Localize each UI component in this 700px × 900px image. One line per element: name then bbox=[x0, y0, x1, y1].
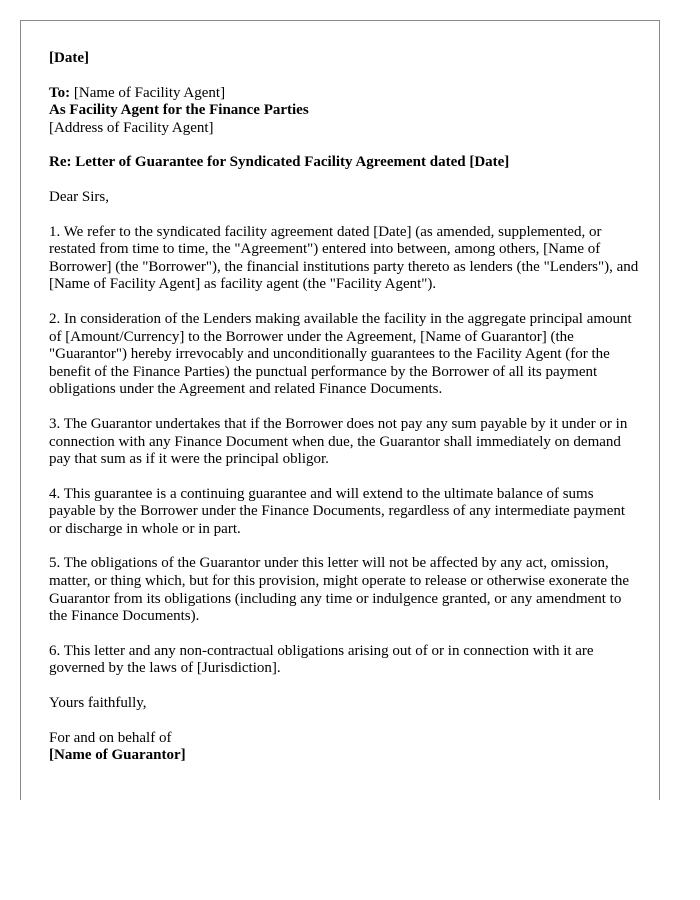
letter-body bbox=[49, 50, 641, 765]
salutation: Dear Sirs, bbox=[49, 188, 109, 205]
clause-6: 6. This letter and any non-contractual obligations arising out of or in connection with it are governed by the laws of [Jurisdiction]. bbox=[49, 642, 594, 677]
clause-4: 4. This guarantee is a continuing guarantee and will extend to the ultimate balance of sums payable by the Borrower under the Finance Documents, regardless of any intermediate payment or discharge in whole or in part. bbox=[49, 485, 626, 537]
clause-2: 2. In consideration of the Lenders making available the facility in the aggregate principal amount of [Amount/Currency] to the Borrower under the Agreement, [Name of Guarantor] (the "Guarantor") hereby irrevocably and unconditionally guarantees to the Facility Agent (for the benefit of the Finance Parties) the punctual performance by the Borrower of all its payment obligations under the Agreement and related Finance Documents. bbox=[49, 310, 632, 398]
behalf-label: For and on behalf of bbox=[49, 729, 172, 746]
signatory-name: [Name of Guarantor] bbox=[49, 747, 186, 764]
recipient-name: [Name of Facility Agent] bbox=[70, 84, 226, 101]
clause-5: 5. The obligations of the Guarantor under this letter will not be affected by any act, omission, matter, or thing which, but for this provision, might operate to release or otherwise exonerate the Guarantor from its obligations (including any time or indulgence granted, or any amendment to the Finance Documents). bbox=[49, 555, 630, 625]
recipient-role: As Facility Agent for the Finance Parties bbox=[49, 102, 309, 119]
letter-subject: Re: Letter of Guarantee for Syndicated Facility Agreement dated [Date] bbox=[49, 154, 510, 171]
letter-page bbox=[20, 20, 660, 800]
recipient-label: To: bbox=[49, 84, 71, 101]
recipient-address: [Address of Facility Agent] bbox=[49, 119, 214, 136]
clause-3: 3. The Guarantor undertakes that if the Borrower does not pay any sum payable by it under or in connection with any Finance Document when due, the Guarantor shall immediately on demand pay that sum as if it were the principal obligor. bbox=[49, 415, 628, 468]
closing: Yours faithfully, bbox=[49, 695, 147, 712]
recipient-line bbox=[49, 85, 641, 103]
clause-1: 1. We refer to the syndicated facility agreement dated [Date] (as amended, supplemented, or restated from time to time, the "Agreement") entered into between, among others, [Name of Borrower] (the "Borrower"), the financial institutions party thereto as lenders (the "Lenders"), and [Name of Facility Agent] as facility agent (the "Facility Agent"). bbox=[49, 223, 639, 293]
letter-date: [Date] bbox=[49, 50, 89, 66]
